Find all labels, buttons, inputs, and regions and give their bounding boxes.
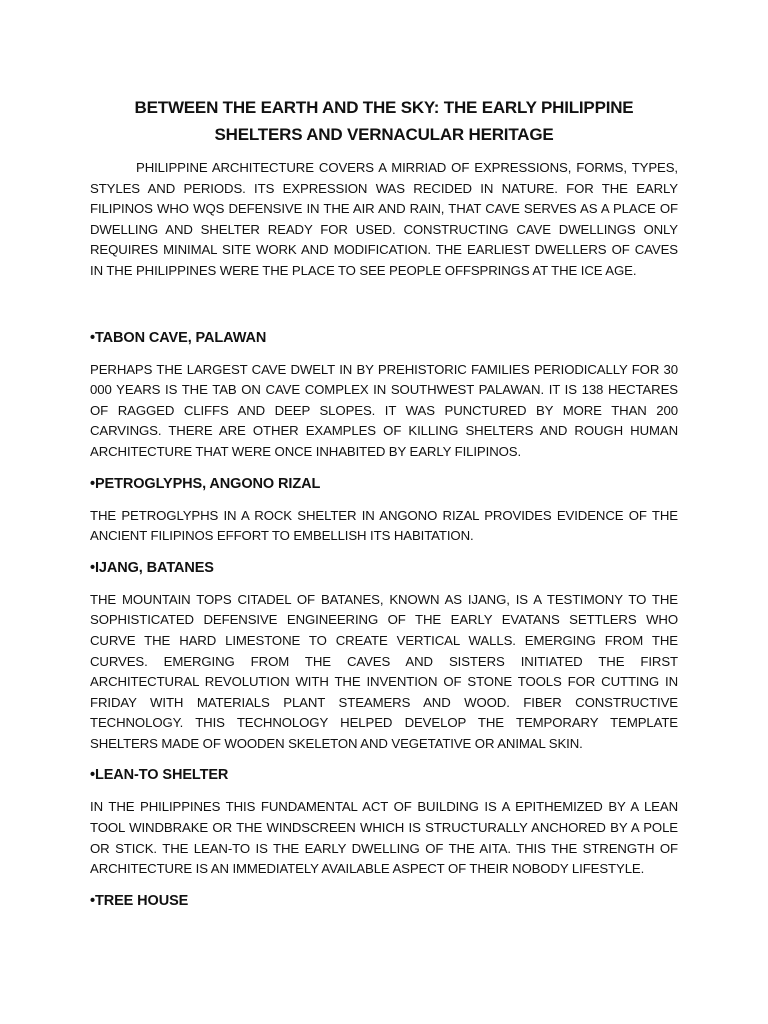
section-heading-tree-house: •TREE HOUSE (90, 892, 189, 909)
intro-paragraph: PHILIPPINE ARCHITECTURE COVERS A MIRRIAD OF EXPRESSIONS, FORMS, TYPES, STYLES AND PERIODS. ITS EXPRESSION WAS RECIDED IN NATURE. FOR THE EARLY FILIPINOS WHO WQS DEFENSIVE IN THE AIR AND RAIN, THAT CAVE SERVES AS A PLACE OF DWELLING AND SHELTER READY FOR USED. CONSTRUCTING CAVE DWELLINGS ONLY REQUIRES MINIMAL SITE WORK AND MODIFICATION. THE EARLIEST DWELLERS OF CAVES IN THE PHILIPPINES WERE THE PLACE TO SEE PEOPLE OFFSPRINGS AT THE ICE AGE. (90, 160, 678, 278)
section-heading-ijang: •IJANG, BATANES (90, 559, 214, 576)
section-body-lean-to: IN THE PHILIPPINES THIS FUNDAMENTAL ACT OF BUILDING IS A EPITHEMIZED BY A LEAN TOOL WINDBRAKE OR THE WINDSCREEN WHICH IS STRUCTURALLY ANCHORED BY A POLE OR STICK. THE LEAN-TO IS THE EARLY DWELLING OF THE AITA. THIS THE STRENGTH OF ARCHITECTURE IS AN IMMEDIATELY AVAILABLE ASPECT OF THEIR NOBODY LIFESTYLE. (90, 799, 678, 877)
document-title: BETWEEN THE EARTH AND THE SKY: THE EARLY PHILIPPINE SHELTERS AND VERNACULAR HERITAGE (134, 98, 634, 144)
section-body-tabon-cave: PERHAPS THE LARGEST CAVE DWELT IN BY PREHISTORIC FAMILIES PERIODICALLY FOR 30 000 YEARS IS THE TAB ON CAVE COMPLEX IN SOUTHWEST PALAWAN. IT IS 138 HECTARES OF RAGGED CLIFFS AND DEEP SLOPES. IT WAS PUNCTURED BY MORE THAN 200 CARVINGS. THERE ARE OTHER EXAMPLES OF KILLING SHELTERS AND ROUGH HUMAN ARCHITECTURE THAT WERE ONCE INHABITED BY EARLY FILIPINOS. (90, 361, 678, 459)
section-body-ijang: THE MOUNTAIN TOPS CITADEL OF BATANES, KNOWN AS IJANG, IS A TESTIMONY TO THE SOPHISTICATED DEFENSIVE ENGINEERING OF THE EARLY EVATANS SETTLERS WHO CURVE THE HARD LIMESTONE TO CREATE VERTICAL WALLS. EMERGING FROM THE CURVES. EMERGING FROM THE CAVES AND SISTERS INITIATED THE FIRST ARCHITECTURAL REVOLUTION WITH THE INVENTION OF STONE TOOLS FOR CUTTING IN FRIDAY WITH MATERIALS PLANT STEAMERS AND WOOD. FIBER CONSTRUCTIVE TECHNOLOGY. THIS TECHNOLOGY HELPED DEVELOP THE TEMPORARY TEMPLATE SHELTERS MADE OF WOODEN SKELETON AND VEGETATIVE OR ANIMAL SKIN. (90, 591, 678, 751)
section-heading-lean-to: •LEAN-TO SHELTER (90, 767, 229, 784)
section-body-petroglyphs: THE PETROGLYPHS IN A ROCK SHELTER IN ANGONO RIZAL PROVIDES EVIDENCE OF THE ANCIENT FILIPINOS EFFORT TO EMBELLISH ITS HABITATION. (90, 507, 678, 544)
section-heading-tabon-cave: •TABON CAVE, PALAWAN (90, 329, 267, 346)
section-heading-petroglyphs: •PETROGLYPHS, ANGONO RIZAL (90, 475, 321, 492)
document-page (90, 94, 678, 911)
